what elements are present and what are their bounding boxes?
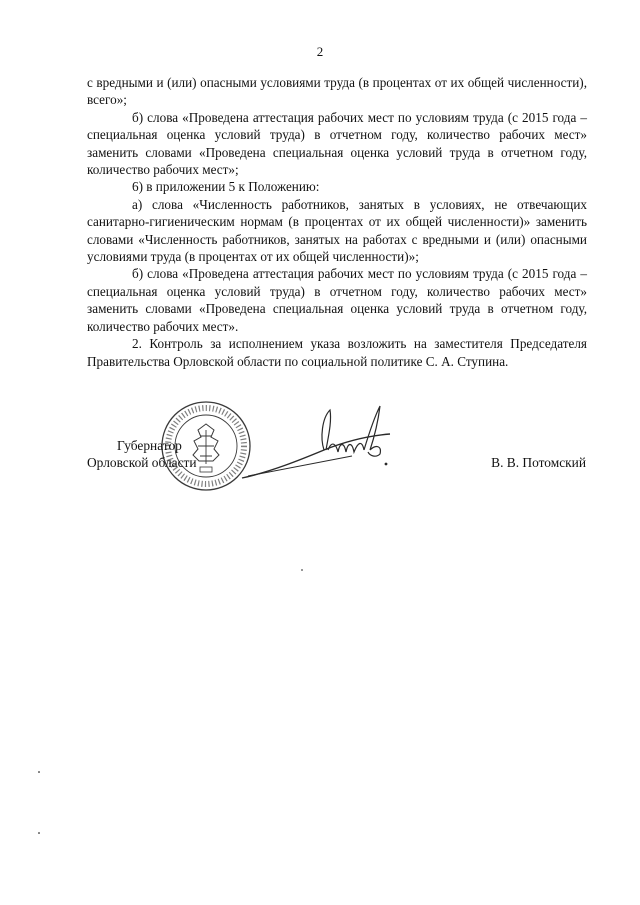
scan-speck <box>38 771 40 773</box>
signature-block <box>0 400 640 500</box>
page-number: 2 <box>316 44 324 59</box>
paragraph-item-6: 6) в приложении 5 к Положению: <box>132 179 320 195</box>
paragraph-item-b: б) слова «Проведена аттестация рабочих мест по условиям труда (с 2015 года – специальная оценка условий труда) в отчетном году, количество рабочих мест» заменить словами «Проведена специальная оценка условий труда в отчетном году, количество рабочих мест»; <box>87 109 587 178</box>
signatory-name: В. В. Потомский <box>491 455 586 470</box>
paragraph-continuation: с вредными и (или) опасными условиями труда (в процентах от их общей численности), всего»; <box>87 75 587 108</box>
signatory-title-line2: Орловской области <box>87 455 197 470</box>
scan-speck <box>38 832 40 834</box>
document-body <box>87 74 587 370</box>
signatory-title-line1: Губернатор <box>117 438 182 453</box>
paragraph-item-b-2: б) слова «Проведена аттестация рабочих мест по условиям труда (с 2015 года – специальная оценка условий труда) в отчетном году, количество рабочих мест» заменить словами «Проведена специальная оценка условий труда в отчетном году, количество рабочих мест». <box>87 266 587 334</box>
scan-speck <box>301 569 303 571</box>
handwritten-signature-icon <box>240 404 400 484</box>
paragraph-item-a: а) слова «Численность работников, занятых в условиях, не отвечающих санитарно-гигиеническим нормам (в процентах от их общей численности)» заменить словами «Численность работников, занятых на работах с вредными и (или) опасными условиями труда (в процентах от их общей численности)»; <box>87 196 587 265</box>
paragraph-point-2: 2. Контроль за исполнением указа возложить на заместителя Председателя Правительства Орловской области по социальной политике С. А. Ступина. <box>87 336 587 369</box>
